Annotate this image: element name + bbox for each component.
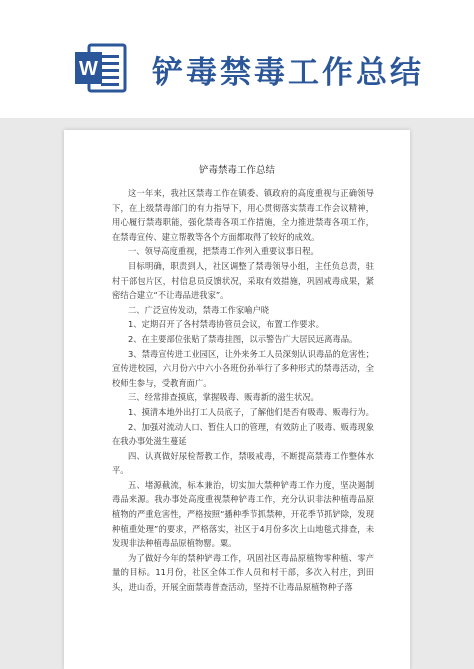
banner	[0, 0, 474, 118]
paragraph: 一、领导高度重视，把禁毒工作列入重要议事日程。	[128, 246, 319, 257]
paragraph: 1、定期召开了各村禁毒协管员会议，布置工作要求。	[128, 319, 325, 330]
paragraph: 2、加强对流动人口、暂住人口的管理，有效防止了吸毒、贩毒现象在我办事处滋生蔓延	[112, 421, 374, 447]
paragraph: 1、摸清本地外出打工人员底子，了解他们是否有吸毒、贩毒行为。	[128, 406, 374, 417]
paragraph: 3、禁毒宣传进工业园区，让外来务工人员深刻认识毒品的危害性；宣传进校园，六月份六中六小各班份孙举行了多种形式的禁毒活动，全校师生参与，受教育面广。	[112, 348, 374, 388]
paragraph: 为了做好今年的禁种铲毒工作，巩固社区毒品原植物零种植、零产量的目标。11月份，社区全体工作人员和村干部，多次入村庄，到田头，进山岙，开展全面禁毒普查活动，坚持不让毒品原植物种子落	[112, 552, 374, 593]
paragraph: 三、经常排查摸底，掌握吸毒、贩毒新的滋生状况。	[128, 392, 319, 403]
document-body	[112, 186, 374, 595]
document-page	[64, 130, 410, 669]
paragraph: 这一年来，我社区禁毒工作在镇委、镇政府的高度重视与正确领导下，在上级禁毒部门的有力指导下，用心贯彻落实禁毒工作会议精神，用心履行禁毒职能，强化禁毒各项工作措施，全力推进禁毒各项工作，在禁毒宣传、建立帮教等各个方面都取得了较好的成效。	[112, 188, 374, 242]
word-doc-icon	[73, 40, 129, 96]
paragraph: 目标明确，职责到人，社区调整了禁毒领导小组，主任负总责，驻村干部包片区，村信息员反馈状况，采取有效措施，巩固戒毒成果，紧密结合建立“不让毒品进我家”。	[112, 260, 374, 301]
paragraph: 2、在主要部位张贴了禁毒挂图，以示警告广大居民远离毒品。	[128, 333, 358, 344]
banner-title: 铲毒禁毒工作总结	[152, 55, 424, 91]
paragraph: 四、认真做好尿检帮教工作，禁吸戒毒，不断提高禁毒工作整体水平。	[112, 450, 374, 476]
paragraph: 五、堵源截流，标本兼治，切实加大禁种铲毒工作力度，坚决遏制毒品来源。我办事处高度重视禁种铲毒工作，充分认识非法种植毒品原植物的严重危害性，严格按照“播种季节抓禁种，开花季节抓铲除，发现种植重处理”的要求，严格落实，社区于4月份多次上山地毯式排查，未发现非法种植毒品原植物罂。粟。	[112, 479, 374, 549]
paragraph: 二、广泛宣传发动，禁毒工作家喻户晓	[128, 304, 270, 315]
svg-text:W: W	[79, 58, 98, 80]
document-title: 铲毒禁毒工作总结	[198, 165, 275, 176]
